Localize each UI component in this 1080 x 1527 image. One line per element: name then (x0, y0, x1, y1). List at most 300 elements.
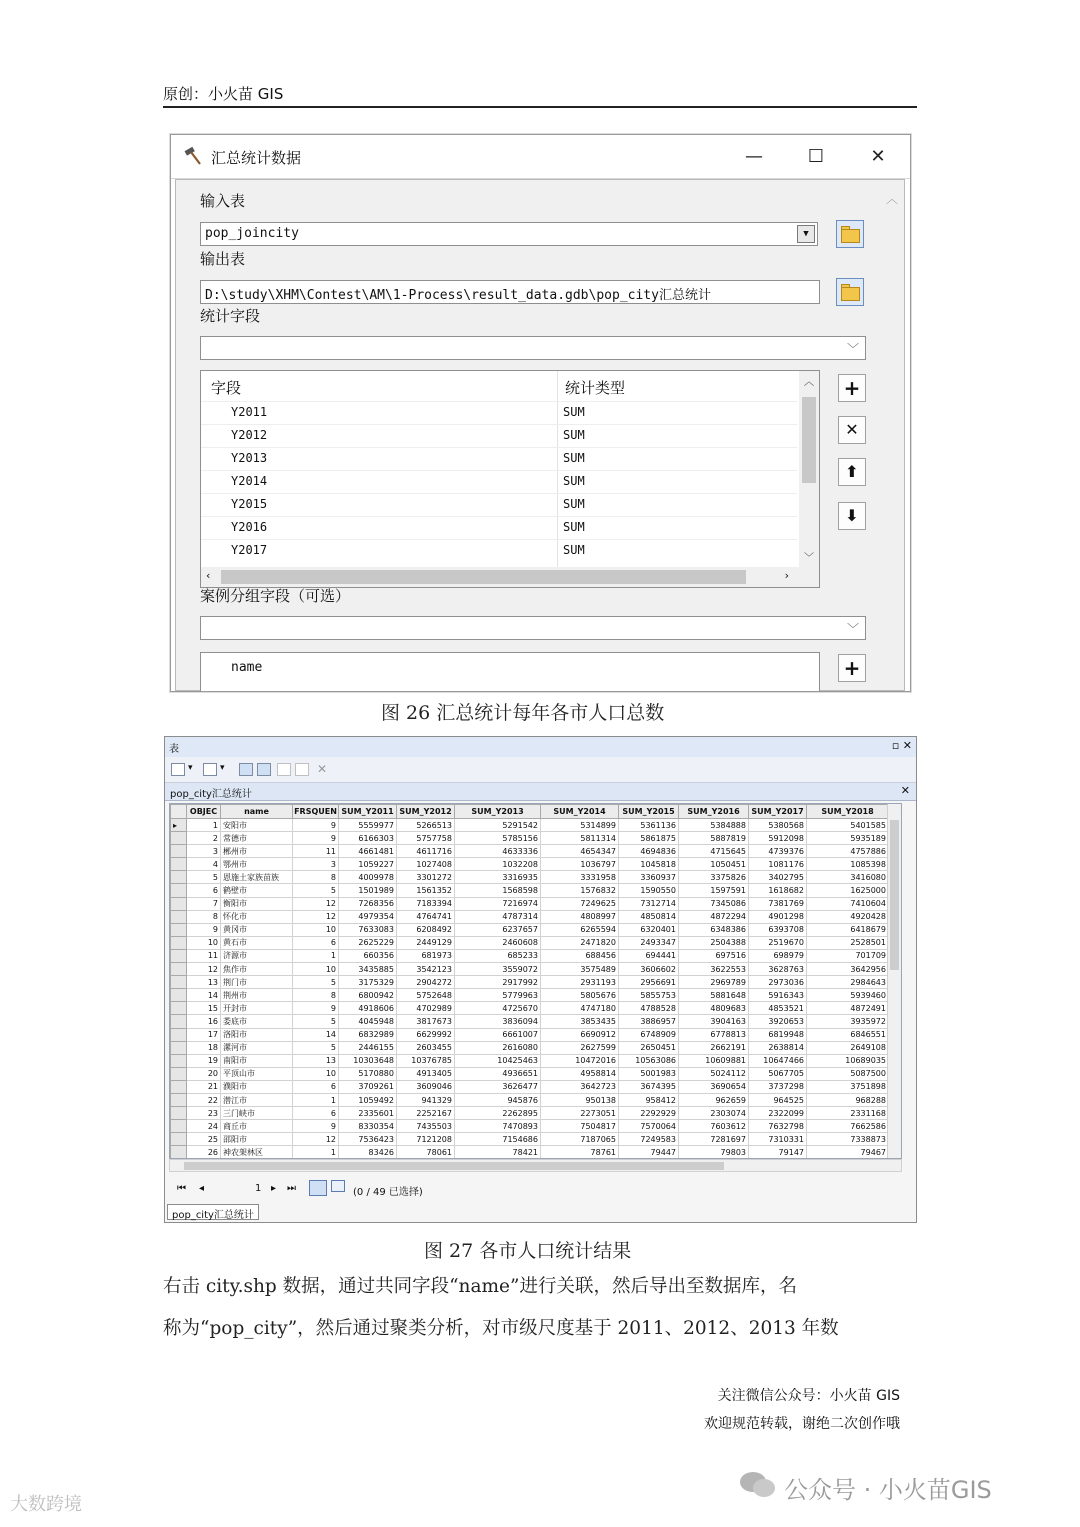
table-cell[interactable]: 26 (187, 1146, 221, 1159)
table-cell[interactable]: 12 (293, 897, 339, 910)
table-cell[interactable]: 7216974 (455, 897, 541, 910)
table-cell[interactable]: 2273051 (541, 1107, 619, 1120)
row-selector[interactable] (171, 923, 187, 936)
table-cell[interactable]: 19 (187, 1054, 221, 1067)
row-selector[interactable] (171, 936, 187, 949)
table-cell[interactable]: 3817673 (397, 1015, 455, 1028)
table-cell[interactable]: 6320401 (619, 923, 679, 936)
chevron-down-icon[interactable]: ﹀ (846, 622, 859, 636)
grid-row[interactable] (201, 470, 797, 493)
table-cell[interactable]: 14 (187, 989, 221, 1002)
table-cell[interactable]: 7435503 (397, 1120, 455, 1133)
table-cell[interactable]: 7570064 (619, 1120, 679, 1133)
table-cell[interactable]: 3751898 (807, 1080, 889, 1093)
table-cell[interactable]: 6778813 (679, 1028, 749, 1041)
table-cell[interactable]: 2917992 (455, 976, 541, 989)
table-cell[interactable]: 5361136 (619, 819, 679, 832)
column-header[interactable]: SUM_Y2016 (679, 805, 749, 819)
table-cell[interactable]: 5266513 (397, 819, 455, 832)
table-cell[interactable]: 10 (293, 923, 339, 936)
table-cell[interactable]: 6629992 (397, 1028, 455, 1041)
clear-selection-icon[interactable] (277, 763, 291, 776)
row-selector[interactable] (171, 832, 187, 845)
table-cell[interactable]: 2969789 (679, 976, 749, 989)
select-by-attributes-icon[interactable] (239, 763, 253, 776)
table-cell[interactable]: 9 (293, 819, 339, 832)
table-cell[interactable]: 7249625 (541, 897, 619, 910)
table-cell[interactable]: 2956691 (619, 976, 679, 989)
column-header[interactable]: SUM_Y2011 (339, 805, 397, 819)
grid-horizontal-scroll-thumb[interactable] (221, 570, 746, 584)
table-row[interactable] (171, 949, 889, 962)
table-cell[interactable]: 2292929 (619, 1107, 679, 1120)
delete-selected-icon[interactable]: ✕ (317, 762, 328, 776)
grid-type-cell[interactable]: SUM (563, 405, 585, 419)
table-cell[interactable]: 5001983 (619, 1067, 679, 1080)
table-cell[interactable]: 4757886 (807, 845, 889, 858)
table-cell[interactable]: 13 (187, 976, 221, 989)
table-cell[interactable]: 常德市 (221, 832, 293, 845)
table-cell[interactable]: 16 (187, 1015, 221, 1028)
grid-type-cell[interactable]: SUM (563, 543, 585, 557)
table-cell[interactable]: 衡阳市 (221, 897, 293, 910)
table-cell[interactable]: 4788528 (619, 1002, 679, 1015)
switch-selection-icon[interactable] (257, 763, 271, 776)
table-cell[interactable]: 1597591 (679, 884, 749, 897)
table-cell[interactable]: 3 (187, 845, 221, 858)
table-cell[interactable]: 10689035 (807, 1054, 889, 1067)
table-cell[interactable]: 2471820 (541, 936, 619, 949)
table-cell[interactable]: 2931193 (541, 976, 619, 989)
table-cell[interactable]: 9 (293, 832, 339, 845)
table-cell[interactable]: 开封市 (221, 1002, 293, 1015)
table-cell[interactable]: 平顶山市 (221, 1067, 293, 1080)
table-cell[interactable]: 7310331 (749, 1133, 807, 1146)
table-cell[interactable]: 79803 (679, 1146, 749, 1159)
table-cell[interactable]: 3316935 (455, 871, 541, 884)
table-cell[interactable]: 18 (187, 1041, 221, 1054)
table-cell[interactable]: 3375826 (679, 871, 749, 884)
table-cell[interactable]: 荆州市 (221, 989, 293, 1002)
table-cell[interactable]: 3904163 (679, 1015, 749, 1028)
table-cell[interactable]: 7 (187, 897, 221, 910)
row-selector[interactable] (171, 976, 187, 989)
table-row[interactable] (171, 897, 889, 910)
table-cell[interactable]: 2650451 (619, 1041, 679, 1054)
column-header[interactable]: SUM_Y2012 (397, 805, 455, 819)
table-row[interactable] (171, 871, 889, 884)
dropdown-arrow-icon[interactable]: ▾ (188, 763, 193, 773)
show-selected-records-icon[interactable] (331, 1180, 345, 1192)
table-cell[interactable]: 7470893 (455, 1120, 541, 1133)
table-row[interactable] (171, 1015, 889, 1028)
close-button[interactable]: ✕ (870, 146, 886, 167)
chevron-up-icon[interactable]: ︿ (804, 377, 814, 388)
table-cell[interactable]: 3886957 (619, 1015, 679, 1028)
table-cell[interactable]: 10376785 (397, 1054, 455, 1067)
table-cell[interactable]: 6 (293, 1080, 339, 1093)
table-cell[interactable]: 焦作市 (221, 963, 293, 976)
table-cell[interactable]: 1036797 (541, 858, 619, 871)
table-vertical-scrollbar[interactable] (887, 804, 901, 1158)
table-cell[interactable]: 6418679 (807, 923, 889, 936)
table-cell[interactable]: 7536423 (339, 1133, 397, 1146)
column-header[interactable]: SUM_Y2014 (541, 805, 619, 819)
table-cell[interactable]: 2460608 (455, 936, 541, 949)
table-row[interactable] (171, 858, 889, 871)
table-cell[interactable]: 12 (293, 910, 339, 923)
table-cell[interactable]: 6832989 (339, 1028, 397, 1041)
table-cell[interactable]: 9 (293, 1002, 339, 1015)
table-cell[interactable]: 南阳市 (221, 1054, 293, 1067)
table-cell[interactable]: 10425463 (455, 1054, 541, 1067)
table-cell[interactable]: 1590550 (619, 884, 679, 897)
table-cell[interactable]: 5887819 (679, 832, 749, 845)
minimize-button[interactable]: — (745, 146, 763, 167)
chevron-down-icon[interactable]: ﹀ (804, 553, 814, 564)
table-cell[interactable]: 78061 (397, 1146, 455, 1159)
table-cell[interactable]: 950138 (541, 1093, 619, 1106)
table-cell[interactable]: 7662586 (807, 1120, 889, 1133)
table-cell[interactable]: 4809683 (679, 1002, 749, 1015)
table-cell[interactable]: 6166303 (339, 832, 397, 845)
table-cell[interactable]: 1 (293, 1093, 339, 1106)
table-row[interactable] (171, 989, 889, 1002)
table-row[interactable] (171, 1107, 889, 1120)
table-cell[interactable]: 1081176 (749, 858, 807, 871)
table-cell[interactable]: 4901298 (749, 910, 807, 923)
table-cell[interactable]: 15 (187, 1002, 221, 1015)
case-field-item[interactable]: name (231, 660, 263, 675)
table-cell[interactable]: 4913405 (397, 1067, 455, 1080)
table-cell[interactable]: 6237657 (455, 923, 541, 936)
table-cell[interactable]: 964525 (749, 1093, 807, 1106)
column-header[interactable]: SUM_Y2018 (807, 805, 889, 819)
table-cell[interactable]: 3920653 (749, 1015, 807, 1028)
table-row[interactable] (171, 1054, 889, 1067)
table-cell[interactable]: 5 (293, 976, 339, 989)
add-case-field-button[interactable]: + (838, 654, 866, 682)
table-row[interactable] (171, 819, 889, 832)
table-cell[interactable]: 962659 (679, 1093, 749, 1106)
previous-record-icon[interactable]: ◂ (199, 1183, 205, 1194)
table-cell[interactable]: 鹤壁市 (221, 884, 293, 897)
table-cell[interactable]: 4808997 (541, 910, 619, 923)
table-cell[interactable]: 2649108 (807, 1041, 889, 1054)
table-cell[interactable]: 7312714 (619, 897, 679, 910)
table-cell[interactable]: 4661481 (339, 845, 397, 858)
table-cell[interactable]: 5 (187, 871, 221, 884)
table-row[interactable] (171, 1146, 889, 1159)
column-header[interactable]: SUM_Y2015 (619, 805, 679, 819)
remove-field-button[interactable]: ✕ (838, 416, 866, 444)
table-cell[interactable]: 2331168 (807, 1107, 889, 1120)
dropdown-arrow-icon[interactable]: ▼ (797, 225, 815, 243)
table-cell[interactable]: 78761 (541, 1146, 619, 1159)
table-cell[interactable]: 5916343 (749, 989, 807, 1002)
table-cell[interactable]: 7381769 (749, 897, 807, 910)
table-vertical-scroll-thumb[interactable] (890, 820, 899, 970)
row-selector[interactable] (171, 871, 187, 884)
table-cell[interactable]: 3642723 (541, 1080, 619, 1093)
table-cell[interactable]: 3175329 (339, 976, 397, 989)
table-cell[interactable]: 4872491 (807, 1002, 889, 1015)
table-cell[interactable]: 2262895 (455, 1107, 541, 1120)
table-cell[interactable]: 3674395 (619, 1080, 679, 1093)
table-cell[interactable]: 4654347 (541, 845, 619, 858)
browse-output-button[interactable] (836, 278, 864, 306)
table-cell[interactable]: 9 (187, 923, 221, 936)
row-selector[interactable] (171, 1146, 187, 1159)
grid-type-cell[interactable]: SUM (563, 474, 585, 488)
table-cell[interactable]: 7603612 (679, 1120, 749, 1133)
table-cell[interactable]: 2528501 (807, 936, 889, 949)
table-cell[interactable]: 4958814 (541, 1067, 619, 1080)
table-cell[interactable]: 3853435 (541, 1015, 619, 1028)
browse-input-button[interactable] (836, 220, 864, 248)
table-cell[interactable]: 3628763 (749, 963, 807, 976)
add-field-button[interactable]: + (838, 374, 866, 402)
table-cell[interactable]: 9 (293, 1120, 339, 1133)
table-cell[interactable]: 漯河市 (221, 1041, 293, 1054)
chevron-down-icon[interactable]: ﹀ (846, 342, 859, 356)
table-cell[interactable]: 3435885 (339, 963, 397, 976)
table-cell[interactable]: 4920428 (807, 910, 889, 923)
table-cell[interactable]: 685233 (455, 949, 541, 962)
table-cell[interactable]: 2 (187, 832, 221, 845)
grid-type-cell[interactable]: SUM (563, 497, 585, 511)
close-icon[interactable]: ✕ (900, 784, 910, 797)
table-cell[interactable]: 8 (187, 910, 221, 923)
table-cell[interactable]: 2335601 (339, 1107, 397, 1120)
row-selector[interactable] (171, 963, 187, 976)
table-cell[interactable]: 6348386 (679, 923, 749, 936)
grid-row[interactable] (201, 424, 797, 447)
row-selector[interactable] (171, 845, 187, 858)
table-cell[interactable]: 黄冈市 (221, 923, 293, 936)
table-cell[interactable]: 郴州市 (221, 845, 293, 858)
row-selector[interactable] (171, 1107, 187, 1120)
table-cell[interactable]: 1 (187, 819, 221, 832)
row-selector[interactable] (171, 1015, 187, 1028)
table-cell[interactable]: 6800942 (339, 989, 397, 1002)
table-row[interactable] (171, 1120, 889, 1133)
table-row[interactable] (171, 936, 889, 949)
table-cell[interactable]: 6661007 (455, 1028, 541, 1041)
table-cell[interactable]: 12 (293, 1133, 339, 1146)
table-cell[interactable]: 5559977 (339, 819, 397, 832)
table-cell[interactable]: 2904272 (397, 976, 455, 989)
column-header[interactable]: SUM_Y2017 (749, 805, 807, 819)
dropdown-arrow-icon[interactable]: ▾ (220, 763, 225, 773)
table-cell[interactable]: 安阳市 (221, 819, 293, 832)
table-cell[interactable]: 7183394 (397, 897, 455, 910)
row-selector[interactable]: ▸ (171, 819, 187, 832)
table-row[interactable] (171, 1028, 889, 1041)
table-cell[interactable]: 4936651 (455, 1067, 541, 1080)
table-cell[interactable]: 945876 (455, 1093, 541, 1106)
table-cell[interactable]: 2504388 (679, 936, 749, 949)
table-cell[interactable]: 694441 (619, 949, 679, 962)
grid-row[interactable] (201, 539, 797, 562)
table-cell[interactable]: 3690654 (679, 1080, 749, 1093)
row-selector[interactable] (171, 1067, 187, 1080)
table-cell[interactable]: 6846551 (807, 1028, 889, 1041)
table-cell[interactable]: 5805676 (541, 989, 619, 1002)
table-cell[interactable]: 8 (293, 989, 339, 1002)
case-field-combo[interactable] (200, 616, 866, 640)
table-row[interactable] (171, 832, 889, 845)
table-cell[interactable]: 681973 (397, 949, 455, 962)
table-cell[interactable]: 20 (187, 1067, 221, 1080)
grid-type-cell[interactable]: SUM (563, 520, 585, 534)
table-cell[interactable]: 10 (293, 1067, 339, 1080)
table-cell[interactable]: 3642956 (807, 963, 889, 976)
table-cell[interactable]: 3575489 (541, 963, 619, 976)
table-cell[interactable]: 2252167 (397, 1107, 455, 1120)
table-cell[interactable]: 7249583 (619, 1133, 679, 1146)
table-cell[interactable]: 5291542 (455, 819, 541, 832)
table-cell[interactable]: 6 (293, 936, 339, 949)
maximize-button[interactable]: ☐ (807, 146, 825, 167)
table-cell[interactable]: 698979 (749, 949, 807, 962)
table-cell[interactable]: 4872294 (679, 910, 749, 923)
table-row[interactable] (171, 845, 889, 858)
table-cell[interactable]: 1568598 (455, 884, 541, 897)
table-cell[interactable]: 22 (187, 1093, 221, 1106)
table-cell[interactable]: 11 (187, 949, 221, 962)
last-record-icon[interactable]: ⏭ (287, 1183, 296, 1194)
table-cell[interactable]: 6 (187, 884, 221, 897)
table-cell[interactable]: 5855753 (619, 989, 679, 1002)
table-cell[interactable]: 潜江市 (221, 1093, 293, 1106)
table-cell[interactable]: 4633336 (455, 845, 541, 858)
table-cell[interactable]: 2303074 (679, 1107, 749, 1120)
table-cell[interactable]: 1618682 (749, 884, 807, 897)
table-cell[interactable]: 1032208 (455, 858, 541, 871)
table-cell[interactable]: 5757758 (397, 832, 455, 845)
table-row[interactable] (171, 1133, 889, 1146)
table-cell[interactable]: 958412 (619, 1093, 679, 1106)
table-row[interactable] (171, 1080, 889, 1093)
grid-horizontal-scrollbar[interactable] (201, 567, 819, 587)
table-cell[interactable]: 4764741 (397, 910, 455, 923)
table-cell[interactable]: 4739376 (749, 845, 807, 858)
table-cell[interactable]: 7281697 (679, 1133, 749, 1146)
grid-row[interactable] (201, 447, 797, 470)
table-cell[interactable]: 7121208 (397, 1133, 455, 1146)
table-cell[interactable]: 5067705 (749, 1067, 807, 1080)
table-cell[interactable]: 4725670 (455, 1002, 541, 1015)
table-cell[interactable]: 5170880 (339, 1067, 397, 1080)
table-cell[interactable]: 4694836 (619, 845, 679, 858)
column-header[interactable]: name (221, 805, 293, 819)
table-cell[interactable]: 4715645 (679, 845, 749, 858)
table-cell[interactable]: 2449129 (397, 936, 455, 949)
table-cell[interactable]: 701709 (807, 949, 889, 962)
row-selector[interactable] (171, 1133, 187, 1146)
table-cell[interactable]: 660356 (339, 949, 397, 962)
row-selector[interactable] (171, 910, 187, 923)
chevron-left-icon[interactable]: ‹ (206, 569, 211, 582)
table-cell[interactable]: 3 (293, 858, 339, 871)
zoom-to-selected-icon[interactable] (295, 763, 309, 776)
table-cell[interactable]: 79447 (619, 1146, 679, 1159)
table-cell[interactable]: 6690912 (541, 1028, 619, 1041)
table-cell[interactable]: 6819948 (749, 1028, 807, 1041)
table-cell[interactable]: 黄石市 (221, 936, 293, 949)
table-cell[interactable]: 5 (293, 884, 339, 897)
table-row[interactable] (171, 910, 889, 923)
table-cell[interactable]: 2616080 (455, 1041, 541, 1054)
table-cell[interactable]: 1625000 (807, 884, 889, 897)
table-cell[interactable]: 10647466 (749, 1054, 807, 1067)
table-cell[interactable]: 三门峡市 (221, 1107, 293, 1120)
table-cell[interactable]: 5087500 (807, 1067, 889, 1080)
table-cell[interactable]: 2519670 (749, 936, 807, 949)
table-cell[interactable]: 2493347 (619, 936, 679, 949)
table-cell[interactable]: 10303648 (339, 1054, 397, 1067)
table-cell[interactable]: 3542123 (397, 963, 455, 976)
table-cell[interactable]: 2322099 (749, 1107, 807, 1120)
table-cell[interactable]: 7632798 (749, 1120, 807, 1133)
table-cell[interactable]: 3609046 (397, 1080, 455, 1093)
table-cell[interactable]: 1059227 (339, 858, 397, 871)
table-cell[interactable]: 941329 (397, 1093, 455, 1106)
chevron-right-icon[interactable]: › (784, 569, 789, 582)
table-bottom-tab[interactable]: pop_city汇总统计 (167, 1204, 259, 1220)
table-cell[interactable]: 济源市 (221, 949, 293, 962)
table-cell[interactable]: 鄂州市 (221, 858, 293, 871)
table-cell[interactable]: 3402795 (749, 871, 807, 884)
row-selector[interactable] (171, 1028, 187, 1041)
table-cell[interactable]: 2638814 (749, 1041, 807, 1054)
table-cell[interactable]: 13 (293, 1054, 339, 1067)
table-cell[interactable]: 6748909 (619, 1028, 679, 1041)
row-selector[interactable] (171, 1041, 187, 1054)
table-cell[interactable]: 3606602 (619, 963, 679, 976)
table-cell[interactable]: 1561352 (397, 884, 455, 897)
table-cell[interactable]: 10472016 (541, 1054, 619, 1067)
table-cell[interactable]: 5861875 (619, 832, 679, 845)
table-cell[interactable]: 2984643 (807, 976, 889, 989)
table-cell[interactable]: 7154686 (455, 1133, 541, 1146)
table-cell[interactable]: 5 (293, 1041, 339, 1054)
table-row[interactable] (171, 923, 889, 936)
table-cell[interactable]: 83426 (339, 1146, 397, 1159)
table-cell[interactable]: 5401585 (807, 819, 889, 832)
table-row[interactable] (171, 1041, 889, 1054)
table-horizontal-scroll-thumb[interactable] (184, 1162, 724, 1170)
column-header[interactable]: SUM_Y2013 (455, 805, 541, 819)
table-cell[interactable]: 濮阳市 (221, 1080, 293, 1093)
table-cell[interactable]: 21 (187, 1080, 221, 1093)
table-row[interactable] (171, 884, 889, 897)
grid-type-cell[interactable]: SUM (563, 451, 585, 465)
move-down-button[interactable]: ⬇ (838, 502, 866, 530)
table-cell[interactable]: 7633083 (339, 923, 397, 936)
table-cell[interactable]: 7345086 (679, 897, 749, 910)
statistics-field-combo[interactable] (200, 336, 866, 360)
table-cell[interactable]: 10563086 (619, 1054, 679, 1067)
table-cell[interactable]: 4747180 (541, 1002, 619, 1015)
table-cell[interactable]: 3301272 (397, 871, 455, 884)
table-cell[interactable]: 11 (293, 845, 339, 858)
table-cell[interactable]: 697516 (679, 949, 749, 962)
table-cell[interactable]: 1 (293, 949, 339, 962)
table-row[interactable] (171, 963, 889, 976)
table-cell[interactable]: 12 (187, 963, 221, 976)
